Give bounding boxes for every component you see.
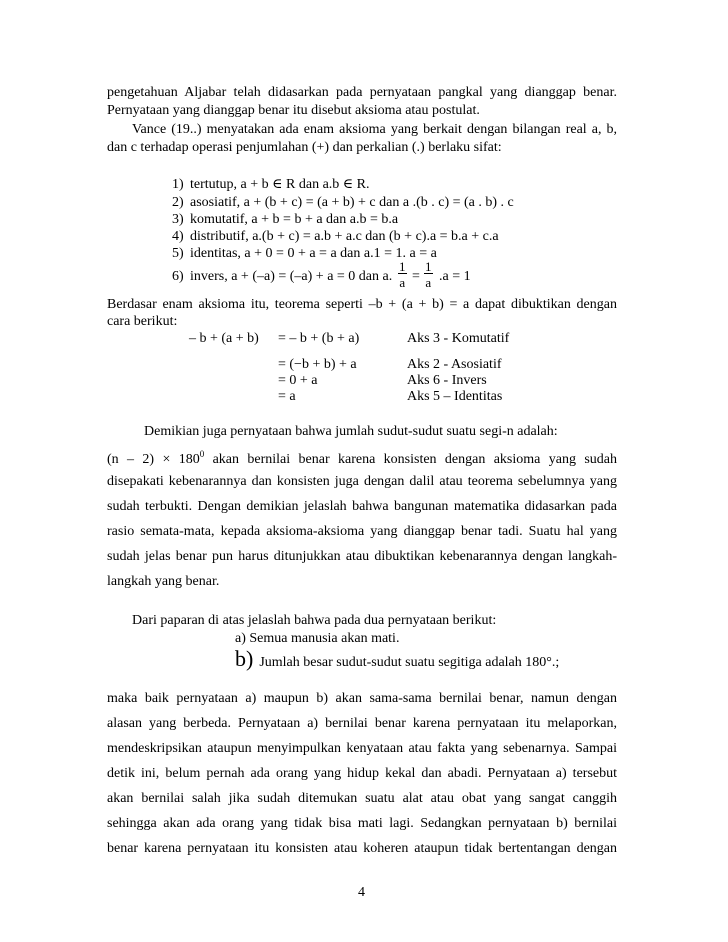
- intro-line-3: Vance (19..) menyatakan ada enam aksioma yang berkait dengan bilangan real a, b,: [132, 122, 617, 137]
- axiom-text-tail: .a = 1: [439, 269, 471, 284]
- statement-b: [235, 648, 559, 670]
- axiom-text: komutatif, a + b = b + a dan a.b = b.a: [190, 212, 399, 227]
- page-number: 4: [358, 885, 365, 900]
- formula-text: (n – 2) × 180: [107, 452, 200, 467]
- axiom-number: 1): [172, 177, 184, 192]
- axiom-number: 2): [172, 195, 184, 210]
- axiom-text: identitas, a + 0 = 0 + a = a dan a.1 = 1. a = a: [190, 246, 437, 261]
- fraction-numerator: 1: [425, 259, 432, 274]
- para3-line-1: Dari paparan di atas jelaslah bahwa pada dua pernyataan berikut:: [132, 613, 497, 628]
- para4-line: mendeskripsikan ataupun menyimpulkan kenyataan atau fakta yang sebenarnya. Sampai: [107, 741, 617, 756]
- axiom-text: invers, a + (–a) = (–a) + a = 0 dan a.: [190, 269, 393, 284]
- equals-sign: =: [412, 269, 420, 284]
- proof-step: = a: [278, 389, 296, 404]
- proof-reason: Aks 5 – Identitas: [407, 389, 503, 404]
- proof-reason: Aks 6 - Invers: [407, 373, 487, 388]
- axiom-text: asosiatif, a + (b + c) = (a + b) + c dan a .(b . c) = (a . b) . c: [190, 195, 514, 210]
- proof-lhs: – b + (a + b): [189, 331, 259, 346]
- para4-line: benar karena pernyataan itu konsisten atau koheren ataupun tidak bertentangan dengan: [107, 841, 617, 856]
- proof-reason: Aks 2 - Asosiatif: [407, 357, 502, 372]
- para4-line: sehingga akan ada orang yang tidak bisa mati lagi. Sedangkan pernyataan b) bernilai: [107, 816, 617, 831]
- intro-line-4: dan c terhadap operasi penjumlahan (+) dan perkalian (.) berlaku sifat:: [107, 140, 502, 155]
- fraction-denominator: a: [399, 275, 406, 290]
- axiom-text: distributif, a.(b + c) = a.b + a.c dan (b + c).a = b.a + c.a: [190, 229, 499, 244]
- fraction-one-over-a: [398, 260, 407, 289]
- statement-b-marker: b): [235, 646, 254, 671]
- statement-b-text: Jumlah besar sudut-sudut suatu segitiga adalah 180°.;: [259, 655, 560, 670]
- para4-line: maka baik pernyataan a) maupun b) akan sama-sama bernilai benar, namun dengan: [107, 691, 617, 706]
- para2-line-3: disepakati kebenarannya dan konsisten juga dengan dalil atau teorema sebelumnya yang: [107, 474, 617, 489]
- theorem-line-2: cara berikut:: [107, 314, 178, 329]
- para2-line-4: sudah terbukti. Dengan demikian jelaslah bahwa bangunan matematika didasarkan pada: [107, 499, 617, 514]
- proof-step: = 0 + a: [278, 373, 318, 388]
- para2-line-7: langkah yang benar.: [107, 574, 220, 589]
- para2-line-2: [107, 450, 617, 467]
- intro-line-1: pengetahuan Aljabar telah didasarkan pada pernyataan pangkal yang dianggap benar.: [107, 85, 617, 100]
- intro-line-2: Pernyataan yang dianggap benar itu disebut aksioma atau postulat.: [107, 103, 480, 118]
- degree-superscript: 0: [199, 449, 205, 459]
- statement-a: a) Semua manusia akan mati.: [235, 631, 400, 646]
- proof-step: = (−b + b) + a: [278, 357, 357, 372]
- theorem-line-1: Berdasar enam aksioma itu, teorema seperti –b + (a + b) = a dapat dibuktikan dengan: [107, 297, 617, 312]
- axiom-number: 4): [172, 229, 184, 244]
- fraction-one-over-a: [424, 260, 433, 289]
- para4-line: alasan yang berbeda. Pernyataan a) bernilai benar karena pernyataan itu melaporkan,: [107, 716, 617, 731]
- para2-line-6: sudah jelas benar pun harus ditunjukkan atau dibuktikan kebenarannya dengan langkah-: [107, 549, 617, 564]
- para4-line: detik ini, belum pernah ada orang yang hidup kekal dan abadi. Pernyataan a) tersebut: [107, 766, 617, 781]
- para4-line: akan bernilai salah jika sudah ditemukan suatu alat atau obat yang sangat canggih: [107, 791, 617, 806]
- proof-reason: Aks 3 - Komutatif: [407, 331, 510, 346]
- para2-line-1: Demikian juga pernyataan bahwa jumlah sudut-sudut suatu segi-n adalah:: [144, 424, 558, 439]
- axiom-number: 6): [172, 269, 184, 284]
- axiom-number: 3): [172, 212, 184, 227]
- para2-line-5: rasio semata-mata, kepada aksioma-aksioma yang dianggap benar tadi. Suatu hal yang: [107, 524, 617, 539]
- axiom-number: 5): [172, 246, 184, 261]
- proof-step: = – b + (b + a): [278, 331, 360, 346]
- fraction-numerator: 1: [399, 259, 406, 274]
- fraction-denominator: a: [425, 275, 432, 290]
- axiom-text: tertutup, a + b ∈ R dan a.b ∈ R.: [190, 177, 370, 192]
- para2-line-2-rest: akan bernilai benar karena konsisten dengan aksioma yang sudah: [204, 452, 617, 467]
